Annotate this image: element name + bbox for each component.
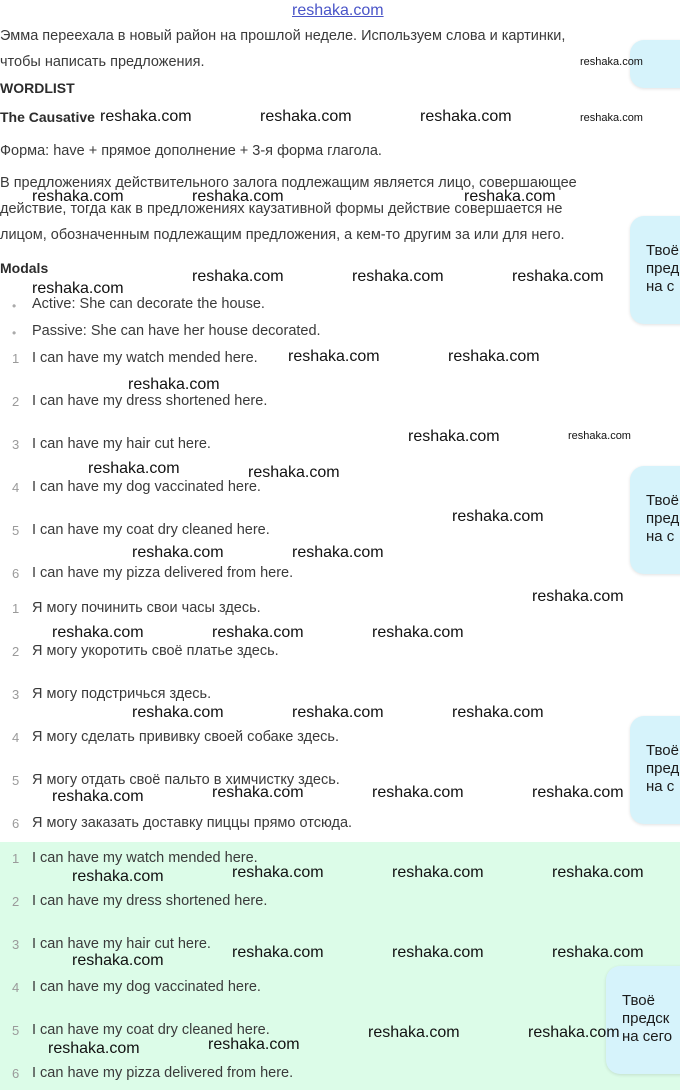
watermark: reshaka.com [448, 348, 540, 365]
list-number: 4 [12, 980, 20, 995]
bubble-line-1: Твоё [622, 992, 655, 1009]
watermark: reshaka.com [32, 280, 124, 297]
watermark: reshaka.com [552, 864, 644, 881]
modals-active-example: Active: She can decorate the house. [32, 296, 265, 312]
chat-bubble-4[interactable] [606, 966, 680, 1074]
bubble-line-2: пред [646, 510, 680, 527]
causative-form: Форма: have + прямое дополнение + 3-я форма глагола. [0, 143, 382, 159]
watermark: reshaka.com [452, 704, 544, 721]
watermark: reshaka.com [532, 784, 624, 801]
answer-item-6: I can have my pizza delivered from here. [32, 1065, 294, 1081]
modals-heading: Modals [0, 260, 49, 276]
intro-line-1: Эмма переехала в новый район на прошлой неделе. Используем слова и картинки, [0, 28, 566, 44]
watermark: reshaka.com [72, 868, 164, 885]
watermark: reshaka.com [372, 624, 464, 641]
watermark: reshaka.com [212, 784, 304, 801]
list-number: 5 [12, 773, 20, 788]
modals-passive-example: Passive: She can have her house decorated. [32, 323, 321, 339]
watermark: reshaka.com [532, 588, 624, 605]
english-item-2: I can have my dress shortened here. [32, 393, 268, 409]
bubble-line-3: на сего [622, 1028, 673, 1045]
list-number: 1 [12, 601, 20, 616]
bubble-line-1: Твоё [646, 742, 679, 759]
watermark: reshaka.com [128, 376, 220, 393]
list-number: 6 [12, 566, 20, 581]
list-number: 4 [12, 480, 20, 495]
watermark: reshaka.com [192, 268, 284, 285]
answer-item-2: I can have my dress shortened here. [32, 893, 268, 909]
watermark: reshaka.com [132, 544, 224, 561]
list-number: 6 [12, 1066, 20, 1081]
causative-desc-line-1: В предложениях действительного залога подлежащим является лицо, совершающее [0, 175, 577, 191]
bubble-line-2: пред [646, 760, 680, 777]
watermark: reshaka.com [32, 188, 124, 205]
answer-item-1: I can have my watch mended here. [32, 850, 258, 866]
watermark: reshaka.com [292, 544, 384, 561]
watermark: reshaka.com [212, 624, 304, 641]
watermark: reshaka.com [392, 944, 484, 961]
english-item-1: I can have my watch mended here. [32, 350, 258, 366]
bullet-dot: • [12, 326, 17, 340]
watermark: reshaka.com [512, 268, 604, 285]
watermark: reshaka.com [464, 188, 556, 205]
watermark: reshaka.com [232, 944, 324, 961]
watermark: reshaka.com [368, 1024, 460, 1041]
list-number: 1 [12, 351, 20, 366]
list-number: 2 [12, 894, 20, 909]
answer-item-4: I can have my dog vaccinated here. [32, 979, 261, 995]
watermark: reshaka.com [420, 108, 512, 125]
list-number: 2 [12, 394, 20, 409]
russian-item-2: Я могу укоротить своё платье здесь. [32, 643, 279, 659]
chat-bubble-3[interactable] [630, 716, 680, 824]
russian-item-1: Я могу починить свои часы здесь. [32, 600, 261, 616]
list-number: 3 [12, 437, 20, 452]
watermark: reshaka.com [292, 704, 384, 721]
english-item-5: I can have my coat dry cleaned here. [32, 522, 270, 538]
chat-bubble-2[interactable] [630, 466, 680, 574]
list-number: 3 [12, 937, 20, 952]
bubble-line-1: Твоё [646, 492, 679, 509]
watermark: reshaka.com [372, 784, 464, 801]
english-item-4: I can have my dog vaccinated here. [32, 479, 261, 495]
russian-item-4: Я могу сделать прививку своей собаке здесь. [32, 729, 339, 745]
watermark: reshaka.com [352, 268, 444, 285]
watermark: reshaka.com [72, 952, 164, 969]
watermark: reshaka.com [232, 864, 324, 881]
watermark: reshaka.com [408, 428, 500, 445]
russian-item-5: Я могу отдать своё пальто в химчистку здесь. [32, 772, 340, 788]
bullet-dot: • [12, 299, 17, 313]
watermark: reshaka.com [52, 624, 144, 641]
bubble-line-2: пред [646, 260, 680, 277]
watermark: reshaka.com [100, 108, 192, 125]
watermark: reshaka.com [208, 1036, 300, 1053]
list-number: 3 [12, 687, 20, 702]
header-watermark-link[interactable]: reshaka.com [292, 2, 384, 19]
english-item-6: I can have my pizza delivered from here. [32, 565, 294, 581]
causative-heading: The Causative [0, 109, 95, 125]
russian-item-3: Я могу подстричься здесь. [32, 686, 212, 702]
bubble-line-3: на с [646, 528, 675, 545]
intro-line-2: чтобы написать предложения. [0, 54, 205, 70]
bubble-line-2: предск [622, 1010, 670, 1027]
causative-desc-line-2: действие, тогда как в предложениях каузативной формы действие совершается не [0, 201, 563, 217]
list-number: 5 [12, 1023, 20, 1038]
watermark: reshaka.com [260, 108, 352, 125]
bubble-line-3: на с [646, 278, 675, 295]
answer-item-3: I can have my hair cut here. [32, 936, 211, 952]
watermark: reshaka.com [248, 464, 340, 481]
watermark: reshaka.com [568, 430, 631, 442]
watermark: reshaka.com [132, 704, 224, 721]
watermark: reshaka.com [528, 1024, 620, 1041]
watermark: reshaka.com [392, 864, 484, 881]
russian-item-6: Я могу заказать доставку пиццы прямо отсюда. [32, 815, 353, 831]
watermark: reshaka.com [88, 460, 180, 477]
list-number: 4 [12, 730, 20, 745]
list-number: 2 [12, 644, 20, 659]
chat-bubble-1[interactable] [630, 216, 680, 324]
list-number: 1 [12, 851, 20, 866]
list-number: 5 [12, 523, 20, 538]
watermark: reshaka.com [52, 788, 144, 805]
watermark: reshaka.com [48, 1040, 140, 1057]
bubble-line-1: Твоё [646, 242, 679, 259]
answer-item-5: I can have my coat dry cleaned here. [32, 1022, 270, 1038]
list-number: 6 [12, 816, 20, 831]
causative-desc-line-3: лицом, обозначенным подлежащим предложения, а кем-то другим за или для него. [0, 227, 565, 243]
watermark: reshaka.com [288, 348, 380, 365]
watermark: reshaka.com [192, 188, 284, 205]
watermark: reshaka.com [580, 56, 643, 68]
english-item-3: I can have my hair cut here. [32, 436, 211, 452]
bubble-line-3: на с [646, 778, 675, 795]
wordlist-label: WORDLIST [0, 80, 75, 96]
watermark: reshaka.com [580, 112, 643, 124]
watermark: reshaka.com [552, 944, 644, 961]
watermark: reshaka.com [452, 508, 544, 525]
